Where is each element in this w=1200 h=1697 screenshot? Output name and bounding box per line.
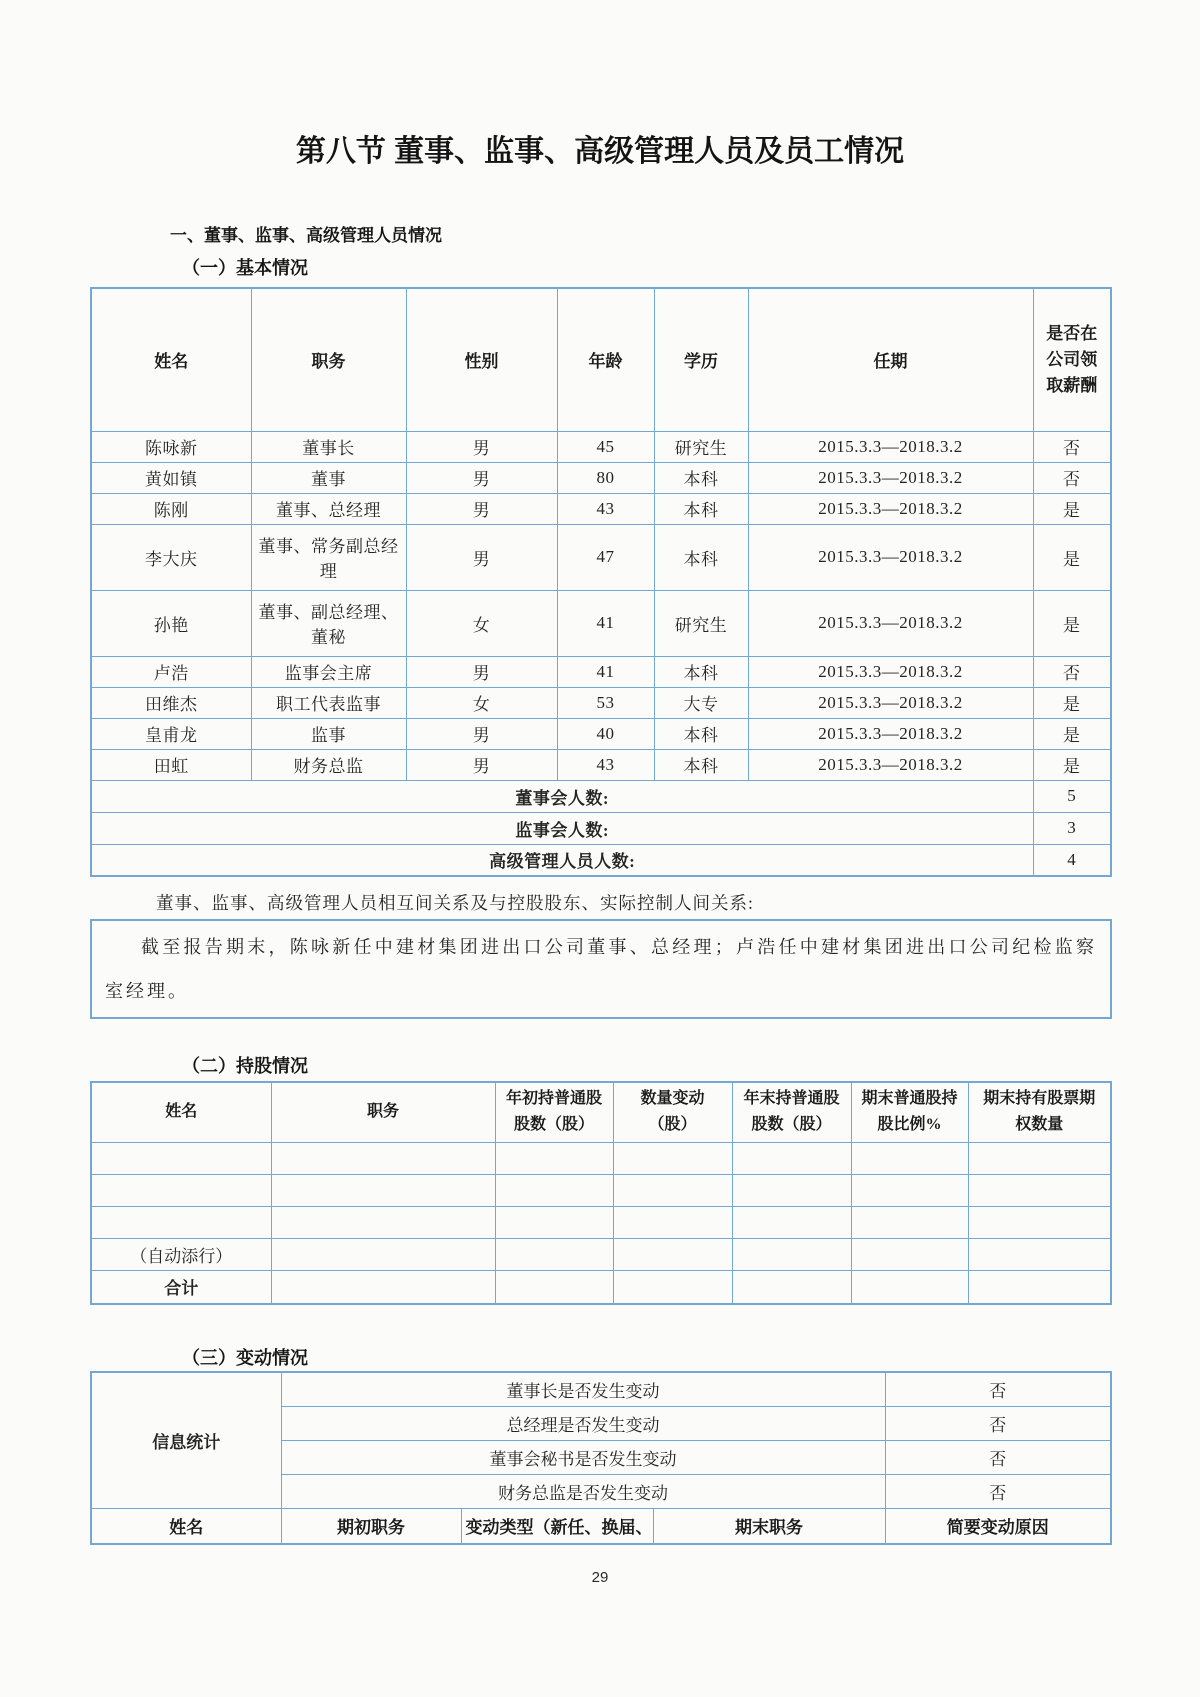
shareholding-table [90,1081,1112,1305]
officer-row [91,749,1111,780]
officer-row [91,493,1111,524]
officer-row [91,590,1111,656]
table-header-row [91,1082,1111,1142]
column-header: 期初职务 [281,1508,461,1544]
empty-cell [271,1238,495,1270]
officer-cell: 男 [406,749,557,780]
officer-cell: 研究生 [654,590,748,656]
empty-cell [968,1270,1111,1304]
change-question: 董事会秘书是否发生变动 [281,1440,885,1474]
column-header: 是否在公司领取薪酬 [1033,288,1111,431]
empty-cell [271,1142,495,1174]
officer-cell: 男 [406,462,557,493]
officer-cell: 2015.3.3—2018.3.2 [748,462,1033,493]
change-header-row [91,1508,1111,1544]
officer-cell: 2015.3.3—2018.3.2 [748,656,1033,687]
summary-value: 4 [1033,844,1111,876]
summary-row [91,844,1111,876]
empty-cell [91,1206,271,1238]
empty-cell [613,1206,732,1238]
officer-cell: 监事会主席 [251,656,406,687]
officer-cell: 董事、副总经理、董秘 [251,590,406,656]
change-question: 总经理是否发生变动 [281,1406,885,1440]
officer-cell: 董事、总经理 [251,493,406,524]
empty-cell [91,1174,271,1206]
officer-cell: 董事 [251,462,406,493]
officer-cell: 2015.3.3—2018.3.2 [748,493,1033,524]
summary-row [91,780,1111,812]
officer-cell: 董事、常务副总经理 [251,524,406,590]
summary-label: 董事会人数: [91,780,1033,812]
officer-cell: 是 [1033,749,1111,780]
officer-cell: 2015.3.3—2018.3.2 [748,749,1033,780]
officer-cell: 否 [1033,431,1111,462]
officer-cell: 2015.3.3—2018.3.2 [748,718,1033,749]
relationship-note-box: 截至报告期末，陈咏新任中建材集团进出口公司董事、总经理；卢浩任中建材集团进出口公司纪检监察室经理。 [90,919,1112,1019]
change-question: 财务总监是否发生变动 [281,1474,885,1508]
empty-row [91,1142,1111,1174]
column-header: 姓名 [91,288,251,431]
officer-cell: 本科 [654,524,748,590]
change-answer: 否 [885,1440,1111,1474]
column-header: 数量变动（股） [613,1082,732,1142]
officer-row [91,462,1111,493]
relationship-label: 董事、监事、高级管理人员相互间关系及与控股股东、实际控制人间关系: [156,893,754,913]
column-header: 期末持有股票期权数量 [968,1082,1111,1142]
column-header: 性别 [406,288,557,431]
officer-cell: 是 [1033,590,1111,656]
total-row [91,1270,1111,1304]
empty-cell [613,1174,732,1206]
column-header: 变动类型（新任、换届、 [461,1508,653,1544]
changes-table [90,1371,1112,1545]
column-header: 期末普通股持股比例% [851,1082,968,1142]
empty-cell [851,1206,968,1238]
officer-cell: 47 [557,524,654,590]
column-header: 学历 [654,288,748,431]
shareholding-table-header [91,1082,1111,1142]
officer-cell: 皇甫龙 [91,718,251,749]
change-answer: 否 [885,1406,1111,1440]
table-header-row [91,288,1111,431]
officer-cell: 2015.3.3—2018.3.2 [748,590,1033,656]
empty-row [91,1206,1111,1238]
officer-cell: 本科 [654,462,748,493]
column-header: 任期 [748,288,1033,431]
empty-cell [732,1270,851,1304]
officer-cell: 董事长 [251,431,406,462]
officer-cell: 45 [557,431,654,462]
change-answer: 否 [885,1474,1111,1508]
empty-cell [732,1174,851,1206]
officer-cell: 田虹 [91,749,251,780]
empty-cell [271,1174,495,1206]
column-header: 姓名 [91,1082,271,1142]
officer-cell: 研究生 [654,431,748,462]
column-header: 职务 [251,288,406,431]
empty-cell [851,1142,968,1174]
summary-label: 高级管理人员人数: [91,844,1033,876]
empty-cell [968,1238,1111,1270]
empty-cell [91,1142,271,1174]
officer-cell: 是 [1033,718,1111,749]
empty-cell [968,1206,1111,1238]
officer-cell: 43 [557,749,654,780]
empty-cell [271,1270,495,1304]
empty-cell [968,1142,1111,1174]
stats-label: 信息统计 [91,1372,281,1508]
officer-cell: 田维杰 [91,687,251,718]
officer-cell: 40 [557,718,654,749]
empty-cell [613,1270,732,1304]
officer-cell: 53 [557,687,654,718]
empty-cell [851,1238,968,1270]
empty-cell [271,1206,495,1238]
officer-cell: 孙艳 [91,590,251,656]
column-header: 期末职务 [653,1508,885,1544]
change-stat-row [91,1372,1111,1406]
empty-cell [851,1174,968,1206]
officer-cell: 大专 [654,687,748,718]
basic-info-table-header [91,288,1111,431]
summary-label: 监事会人数: [91,812,1033,844]
officer-row [91,718,1111,749]
officer-cell: 本科 [654,718,748,749]
summary-row [91,812,1111,844]
officer-cell: 是 [1033,687,1111,718]
empty-cell [495,1206,613,1238]
officer-cell: 陈咏新 [91,431,251,462]
empty-cell [732,1142,851,1174]
column-header: 职务 [271,1082,495,1142]
officer-cell: 职工代表监事 [251,687,406,718]
empty-row [91,1174,1111,1206]
empty-cell [495,1142,613,1174]
officer-cell: 43 [557,493,654,524]
officer-cell: 男 [406,493,557,524]
column-header: 简要变动原因 [885,1508,1111,1544]
page-content [90,132,1110,1586]
officer-cell: 41 [557,590,654,656]
officer-cell: 本科 [654,656,748,687]
officer-cell: 2015.3.3—2018.3.2 [748,687,1033,718]
officer-cell: 李大庆 [91,524,251,590]
column-header: 年末持普通股股数（股） [732,1082,851,1142]
officer-cell: 卢浩 [91,656,251,687]
section-heading: 一、董事、监事、高级管理人员情况 [170,226,442,245]
change-answer: 否 [885,1372,1111,1406]
page-title: 第八节 董事、监事、高级管理人员及员工情况 [295,135,905,168]
officer-cell: 80 [557,462,654,493]
empty-cell [732,1238,851,1270]
officer-cell: 监事 [251,718,406,749]
officer-cell: 否 [1033,656,1111,687]
officer-row [91,524,1111,590]
empty-cell [495,1270,613,1304]
officer-row [91,656,1111,687]
officer-cell: 本科 [654,493,748,524]
officer-cell: 2015.3.3—2018.3.2 [748,431,1033,462]
empty-cell [968,1174,1111,1206]
auto-add-label: （自动添行） [91,1238,271,1270]
officer-cell: 女 [406,590,557,656]
officer-cell: 财务总监 [251,749,406,780]
empty-cell [732,1206,851,1238]
empty-cell [613,1238,732,1270]
officer-cell: 男 [406,431,557,462]
total-label: 合计 [91,1270,271,1304]
officer-cell: 男 [406,718,557,749]
officer-cell: 是 [1033,524,1111,590]
officer-cell: 男 [406,524,557,590]
empty-cell [495,1238,613,1270]
officer-cell: 本科 [654,749,748,780]
column-header: 年初持普通股股数（股） [495,1082,613,1142]
empty-cell [613,1142,732,1174]
officer-cell: 女 [406,687,557,718]
subsection-holdings-heading: （二）持股情况 [182,1056,308,1076]
column-header: 年龄 [557,288,654,431]
column-header: 姓名 [91,1508,281,1544]
summary-value: 3 [1033,812,1111,844]
officer-cell: 2015.3.3—2018.3.2 [748,524,1033,590]
officer-cell: 男 [406,656,557,687]
page-number: 29 [591,1569,609,1586]
basic-info-table [90,287,1112,877]
auto-add-row [91,1238,1111,1270]
officer-row [91,431,1111,462]
empty-cell [495,1174,613,1206]
officer-cell: 是 [1033,493,1111,524]
officer-cell: 黄如镇 [91,462,251,493]
officer-cell: 否 [1033,462,1111,493]
summary-value: 5 [1033,780,1111,812]
change-question: 董事长是否发生变动 [281,1372,885,1406]
officer-cell: 陈刚 [91,493,251,524]
officer-cell: 41 [557,656,654,687]
officer-row [91,687,1111,718]
empty-cell [851,1270,968,1304]
subsection-basic-heading: （一）基本情况 [182,258,308,278]
subsection-changes-heading: （三）变动情况 [182,1348,308,1368]
